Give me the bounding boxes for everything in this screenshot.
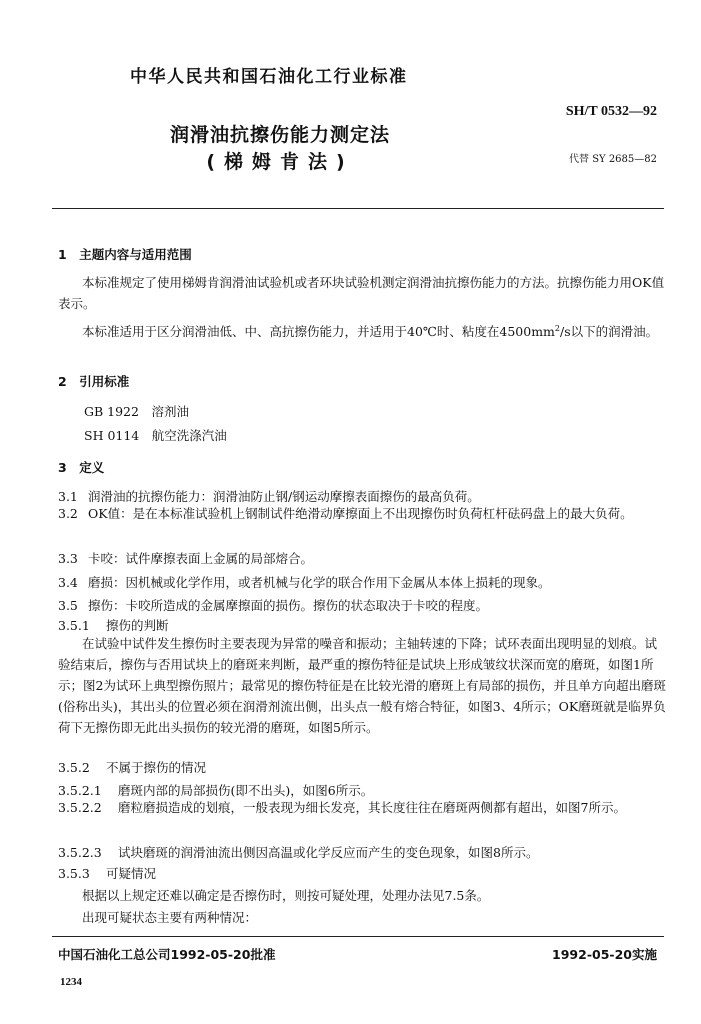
definition-3-5 xyxy=(58,596,488,614)
subclause-3-5-1 xyxy=(58,616,169,634)
scuffing-judgement-paragraph: 在试验中试件发生擦伤时主要表现为异常的噪音和振动；主轴转速的下降；试环表面出现明显的划痕。试验结束后，擦伤与否用试块上的磨斑来判断，最严重的擦伤特征是试块上形成皱纹状深而宽的磨斑，如图1所示；图2为试环上典型擦伤照片；最常见的擦伤特征是在比较光滑的磨斑上有局部的损伤，并且单方向超出磨斑(俗称出头)，其出头的位置必须在润滑剂流出侧，出头点一般有熔合特征，如图3、4所示；OK磨斑就是临界负荷下无擦伤即无此出头损伤的较光滑的磨斑，如图5所示。 xyxy=(58,636,666,735)
definition-text: 卡咬：试件摩擦表面上金属的局部熔合。 xyxy=(88,551,314,566)
section-1-paragraph-2-tail: /s以下的润滑油。 xyxy=(560,324,659,340)
reference-item: GB 1922 溶剂油 xyxy=(84,404,189,419)
approval-line: 中国石油化工总公司1992-05-20批准 xyxy=(58,947,276,962)
document-subtitle: (梯姆肯法) xyxy=(206,151,354,173)
standard-number: SH/T 0532—92 xyxy=(565,104,657,119)
clause-number: 3.5.2.1 xyxy=(58,783,102,798)
reference-item: SH 0114 航空洗涤汽油 xyxy=(84,428,227,443)
subclause-text: 磨粒磨损造成的划痕，一般表现为细长发亮，其长度往往在磨斑两侧都有超出，如图7所示。 xyxy=(118,800,626,815)
clause-number: 3.5.2.2 xyxy=(58,800,102,815)
doubtful-cases-paragraph-2: 出现可疑状态主要有两种情况： xyxy=(82,910,258,925)
replaces-standard: 代替 SY 2685—82 xyxy=(569,154,657,165)
clause-number: 3.4 xyxy=(58,575,78,590)
subclause-3-5-2-2 xyxy=(58,797,666,818)
clause-number: 3.2 xyxy=(58,506,78,521)
footer-divider xyxy=(52,936,664,937)
document-title: 润滑油抗擦伤能力测定法 xyxy=(169,124,390,146)
subclause-3-5-2 xyxy=(58,758,206,776)
subclause-title: 不属于擦伤的情况 xyxy=(106,760,207,775)
definition-text: 润滑油的抗擦伤能力：润滑油防止钢/钢运动摩擦表面擦伤的最高负荷。 xyxy=(88,489,480,504)
section-1-paragraph-1: 本标准规定了使用梯姆肯润滑油试验机或者环块试验机测定润滑油抗擦伤能力的方法。抗擦伤能力用OK值表示。 xyxy=(58,275,665,311)
clause-number: 3.5.3 xyxy=(58,866,90,881)
header-divider xyxy=(52,208,664,209)
clause-number: 3.3 xyxy=(58,551,78,566)
clause-number: 3.5.2 xyxy=(58,760,90,775)
section-2-heading: 2 引用标准 xyxy=(58,374,130,389)
page-number: 1234 xyxy=(60,976,82,988)
section-1-paragraph-2 xyxy=(58,318,666,342)
doubtful-cases-paragraph-1: 根据以上规定还难以确定是否擦伤时，则按可疑处理，处理办法见7.5条。 xyxy=(82,888,490,903)
section-1-paragraph-2-superscript: 2 xyxy=(554,324,561,333)
subclause-title: 擦伤的判断 xyxy=(106,618,169,633)
definition-3-2 xyxy=(58,503,666,524)
section-1-paragraph-2-text: 本标准适用于区分润滑油低、中、高抗擦伤能力，并适用于40℃时、粘度在4500mm xyxy=(82,324,555,340)
clause-number: 3.5.2.3 xyxy=(58,845,102,860)
definition-text: 磨损：因机械或化学作用，或者机械与化学的联合作用下金属从本体上损耗的现象。 xyxy=(88,575,551,590)
subclause-3-5-3 xyxy=(58,864,156,882)
clause-number: 3.1 xyxy=(58,489,78,504)
definition-3-3 xyxy=(58,549,313,567)
subclause-title: 可疑情况 xyxy=(106,866,157,881)
subclause-text: 磨斑内部的局部损伤(即不出头)，如图6所示。 xyxy=(118,783,374,798)
definition-text: OK值：是在本标准试验机上钢制试件绝滑动摩擦面上不出现擦伤时负荷杠杆砝码盘上的最大负荷。 xyxy=(88,506,633,521)
clause-number: 3.5.1 xyxy=(58,618,90,633)
section-1-heading: 1 主题内容与适用范围 xyxy=(58,247,192,262)
implementation-date: 1992-05-20实施 xyxy=(552,947,657,962)
clause-number: 3.5 xyxy=(58,598,78,613)
subclause-3-5-2-3 xyxy=(58,843,538,861)
subclause-text: 试块磨斑的润滑油流出侧因高温或化学反应而产生的变色现象，如图8所示。 xyxy=(118,845,539,860)
issuing-organization: 中华人民共和国石油化工行业标准 xyxy=(130,67,408,87)
definition-text: 擦伤：卡咬所造成的金属摩擦面的损伤。擦伤的状态取决于卡咬的程度。 xyxy=(88,598,489,613)
definition-3-4 xyxy=(58,573,551,591)
section-3-heading: 3 定义 xyxy=(58,460,105,475)
